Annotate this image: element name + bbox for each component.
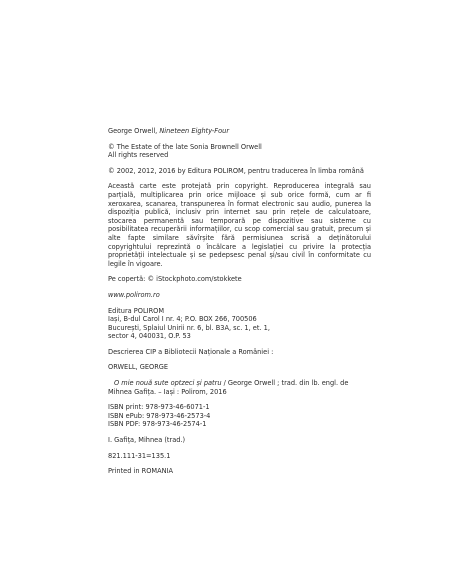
- copyright-owner: [108, 143, 371, 160]
- publisher-name: Editura POLIROM: [108, 306, 165, 315]
- isbn-list: [108, 403, 371, 429]
- cip-heading: Descrierea CIP a Bibliotecii Naționale a României :: [108, 347, 274, 356]
- cip-entry-line-1: [108, 379, 371, 388]
- copyright-text-block: [108, 127, 371, 476]
- original-title: Nineteen Eighty-Four: [159, 127, 230, 135]
- cover-credit: Pe copertă: © iStockphoto.com/stokkete: [108, 275, 242, 284]
- isbn-pdf: ISBN PDF: 978-973-46-2574-1: [108, 420, 207, 429]
- translator-entry: I. Gafița, Mihnea (trad.): [108, 436, 186, 445]
- publisher-address-line-1: Iași, B-dul Carol I nr. 4; P.O. BOX 266, 700506: [108, 315, 257, 324]
- printed-in: Printed in ROMANIA: [108, 467, 173, 476]
- isbn-print: ISBN print: 978-973-46-6071-1: [108, 403, 210, 412]
- author-prefix: George Orwell,: [108, 127, 160, 135]
- copyright-owner-line-2: All rights reserved: [108, 151, 169, 160]
- cip-title-rest-1: / George Orwell ; trad. din lb. engl. de: [221, 379, 349, 388]
- publisher-address: [108, 307, 371, 341]
- cip-title: O mie nouă sute optzeci și patru: [114, 379, 222, 388]
- classification-code: 821.111-31=135.1: [108, 451, 171, 460]
- publisher-address-line-3: sector 4, 040031, O.P. 53: [108, 332, 191, 341]
- translation-copyright: © 2002, 2012, 2016 by Editura POLIROM, pentru traducerea în limba română: [108, 166, 364, 175]
- copyright-owner-line-1: © The Estate of the late Sonia Brownell Orwell: [108, 142, 262, 151]
- cip-entry: [108, 379, 371, 396]
- legal-notice: Această carte este protejată prin copyright. Reproducerea integrală sau parțială, multiplicarea prin orice mijloace și sub orice formă, cum ar fi xeroxarea, scanarea, transpunerea în format electronic sau audio, punerea la dispoziția publică, inclusiv prin internet sau prin rețele de calculatoare, stocarea permanentă sau temporară pe dispozitive sau sisteme cu posibilitatea recuperării informațiilor, cu scop comercial sau gratuit, precum și alte fapte similare săvîrșite fără permisiunea scrisă a deținătorului copyrightului reprezintă o încălcare a legislației cu privire la protecția proprietății intelectuale și se pedepsesc penal și/sau civil în conformitate cu legile în vigoare.: [108, 182, 371, 268]
- isbn-epub: ISBN ePub: 978-973-46-2573-4: [108, 411, 211, 420]
- cip-author: ORWELL, GEORGE: [108, 363, 169, 372]
- work-credit-line: [108, 127, 371, 136]
- cip-entry-line-2: Mihnea Gafița. – Iași : Polirom, 2016: [108, 387, 227, 396]
- publisher-website: www.polirom.ro: [108, 290, 160, 299]
- publisher-address-line-2: București, Splaiul Unirii nr. 6, bl. B3A, sc. 1, et. 1,: [108, 323, 270, 332]
